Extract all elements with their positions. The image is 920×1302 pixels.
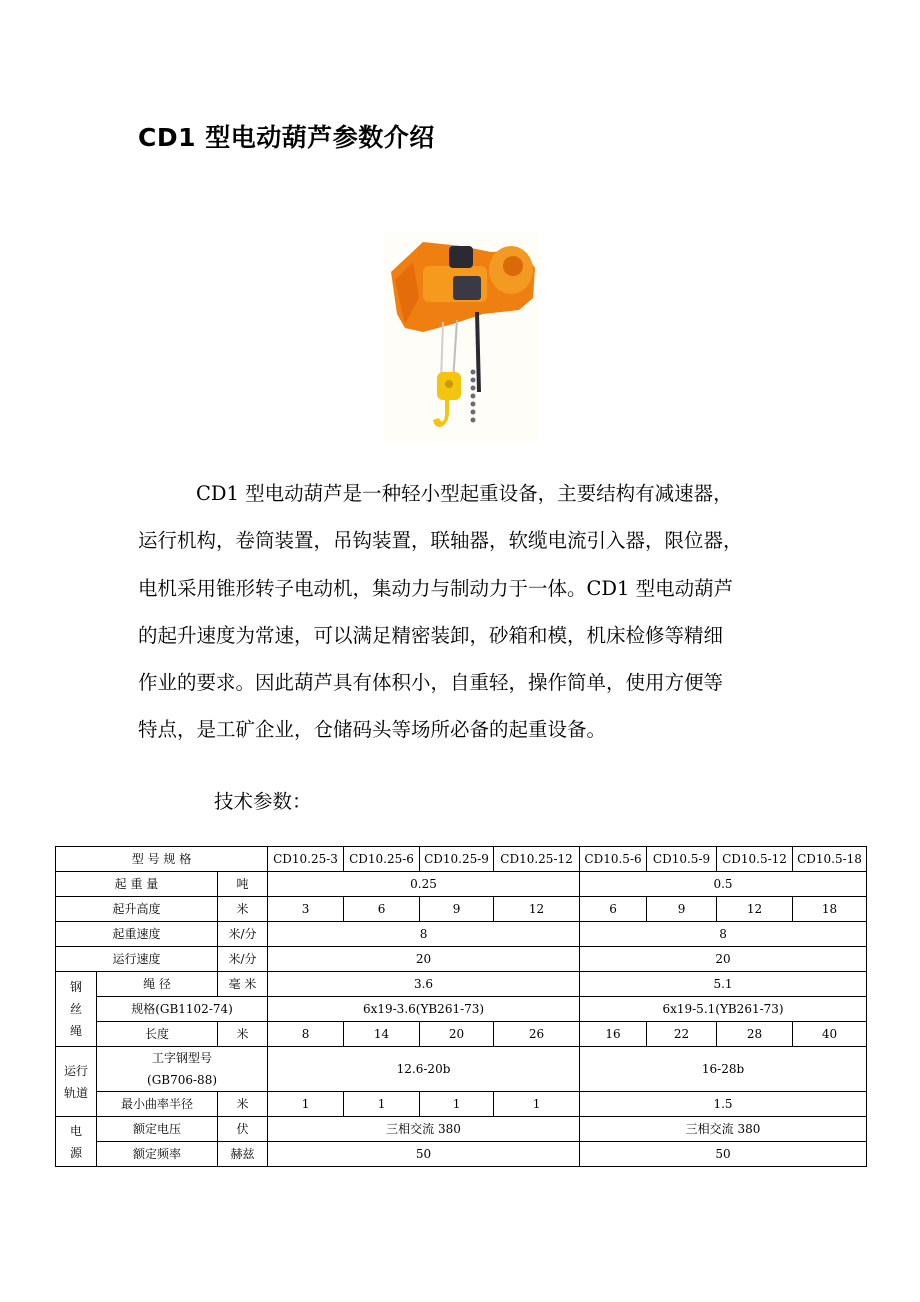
- min-radius-label: 最小曲率半径: [97, 1092, 218, 1117]
- value-cell: 16-28b: [580, 1047, 867, 1092]
- value-cell: 14: [344, 1022, 420, 1047]
- value-cell: 1: [268, 1092, 344, 1117]
- group-char: 绳: [69, 1024, 82, 1038]
- unit-cell: 米: [218, 1022, 268, 1047]
- value-cell: 9: [647, 897, 717, 922]
- value-cell: 12: [494, 897, 580, 922]
- group-char: 钢: [69, 980, 82, 994]
- lift-height-label: 起升高度: [56, 897, 218, 922]
- table-row: [56, 1142, 867, 1167]
- intro-paragraph: [138, 470, 788, 754]
- unit-cell: 毫 米: [218, 972, 268, 997]
- unit-cell: 米/分: [218, 922, 268, 947]
- beam-label-line: (GB706-88): [147, 1073, 218, 1087]
- value-cell: 1.5: [580, 1092, 867, 1117]
- value-cell: 12.6-20b: [268, 1047, 580, 1092]
- voltage-label: 额定电压: [97, 1117, 218, 1142]
- paragraph-line: 电机采用锥形转子电动机，集动力与制动力于一体。CD1 型电动葫芦: [138, 576, 734, 600]
- model-cell: CD10.5-12: [717, 847, 793, 872]
- value-cell: 0.5: [580, 872, 867, 897]
- model-cell: CD10.25-3: [268, 847, 344, 872]
- unit-cell: 米/分: [218, 947, 268, 972]
- paragraph-line: 作业的要求。因此葫芦具有体积小，自重轻，操作简单，使用方便等: [138, 671, 724, 695]
- model-cell: CD10.5-9: [647, 847, 717, 872]
- paragraph-line: 的起升速度为常速，可以满足精密装卸，砂箱和模，机床检修等精细: [138, 623, 724, 647]
- value-cell: 9: [420, 897, 494, 922]
- model-cell: CD10.25-6: [344, 847, 420, 872]
- value-cell: 26: [494, 1022, 580, 1047]
- rope-group-label: [56, 972, 97, 1047]
- value-cell: 22: [647, 1022, 717, 1047]
- group-char: 源: [69, 1145, 82, 1160]
- value-cell: 6: [344, 897, 420, 922]
- value-cell: 0.25: [268, 872, 580, 897]
- table-row: [56, 897, 867, 922]
- value-cell: 50: [268, 1142, 580, 1167]
- travel-speed-label: 运行速度: [56, 947, 218, 972]
- value-cell: 6x19-5.1(YB261-73): [580, 997, 867, 1022]
- table-row: [56, 872, 867, 897]
- value-cell: 3: [268, 897, 344, 922]
- value-cell: 50: [580, 1142, 867, 1167]
- value-cell: 三相交流 380: [580, 1117, 867, 1142]
- value-cell: 16: [580, 1022, 647, 1047]
- paragraph-line: CD1 型电动葫芦是一种轻小型起重设备，主要结构有减速器，: [196, 482, 733, 505]
- value-cell: 1: [420, 1092, 494, 1117]
- unit-cell: 米: [218, 1092, 268, 1117]
- rope-length-label: 长度: [97, 1022, 218, 1047]
- unit-cell: 吨: [218, 872, 268, 897]
- table-row: [56, 947, 867, 972]
- table-row: [56, 1117, 867, 1142]
- table-row: [56, 922, 867, 947]
- paragraph-line: 特点，是工矿企业，仓储码头等场所必备的起重设备。: [138, 718, 607, 742]
- value-cell: 3.6: [268, 972, 580, 997]
- model-cell: CD10.5-6: [580, 847, 647, 872]
- unit-cell: 米: [218, 897, 268, 922]
- value-cell: 三相交流 380: [268, 1117, 580, 1142]
- value-cell: 28: [717, 1022, 793, 1047]
- frequency-label: 额定频率: [97, 1142, 218, 1167]
- paragraph-line: 运行机构，卷筒装置，吊钩装置，联轴器，软缆电流引入器，限位器，: [138, 529, 743, 553]
- value-cell: 1: [344, 1092, 420, 1117]
- spec-table: [55, 846, 867, 1167]
- rope-spec-label: 规格(GB1102-74): [97, 997, 268, 1022]
- model-header: 型 号 规 格: [56, 847, 268, 872]
- value-cell: 18: [793, 897, 867, 922]
- value-cell: 12: [717, 897, 793, 922]
- model-cell: CD10.5-18: [793, 847, 867, 872]
- value-cell: 6x19-3.6(YB261-73): [268, 997, 580, 1022]
- table-row: [56, 997, 867, 1022]
- table-row: [56, 1092, 867, 1117]
- value-cell: 8: [268, 922, 580, 947]
- unit-cell: 伏: [218, 1117, 268, 1142]
- group-char: 轨道: [63, 1085, 88, 1100]
- value-cell: 5.1: [580, 972, 867, 997]
- power-group-label: [56, 1117, 97, 1167]
- page-title: CD1 型电动葫芦参数介绍: [138, 123, 435, 152]
- lift-speed-label: 起重速度: [56, 922, 218, 947]
- unit-cell: 赫兹: [218, 1142, 268, 1167]
- rope-diameter-label: 绳 径: [97, 972, 218, 997]
- value-cell: 6: [580, 897, 647, 922]
- value-cell: 20: [420, 1022, 494, 1047]
- model-cell: CD10.25-12: [494, 847, 580, 872]
- value-cell: 1: [494, 1092, 580, 1117]
- value-cell: 8: [580, 922, 867, 947]
- beam-label-line: 工字钢型号: [152, 1051, 213, 1065]
- group-char: 运行: [63, 1063, 88, 1078]
- value-cell: 40: [793, 1022, 867, 1047]
- model-cell: CD10.25-9: [420, 847, 494, 872]
- table-row: [56, 972, 867, 997]
- value-cell: 20: [268, 947, 580, 972]
- group-char: 丝: [69, 1002, 82, 1016]
- table-row: [56, 1047, 867, 1092]
- tech-params-label: 技术参数：: [214, 790, 312, 813]
- table-row: [56, 847, 867, 872]
- table-row: [56, 1022, 867, 1047]
- beam-type-label: [97, 1047, 268, 1092]
- group-char: 电: [69, 1123, 82, 1138]
- value-cell: 20: [580, 947, 867, 972]
- value-cell: 8: [268, 1022, 344, 1047]
- capacity-label: 起 重 量: [56, 872, 218, 897]
- electric-hoist-icon: [383, 232, 539, 442]
- track-group-label: [56, 1047, 97, 1117]
